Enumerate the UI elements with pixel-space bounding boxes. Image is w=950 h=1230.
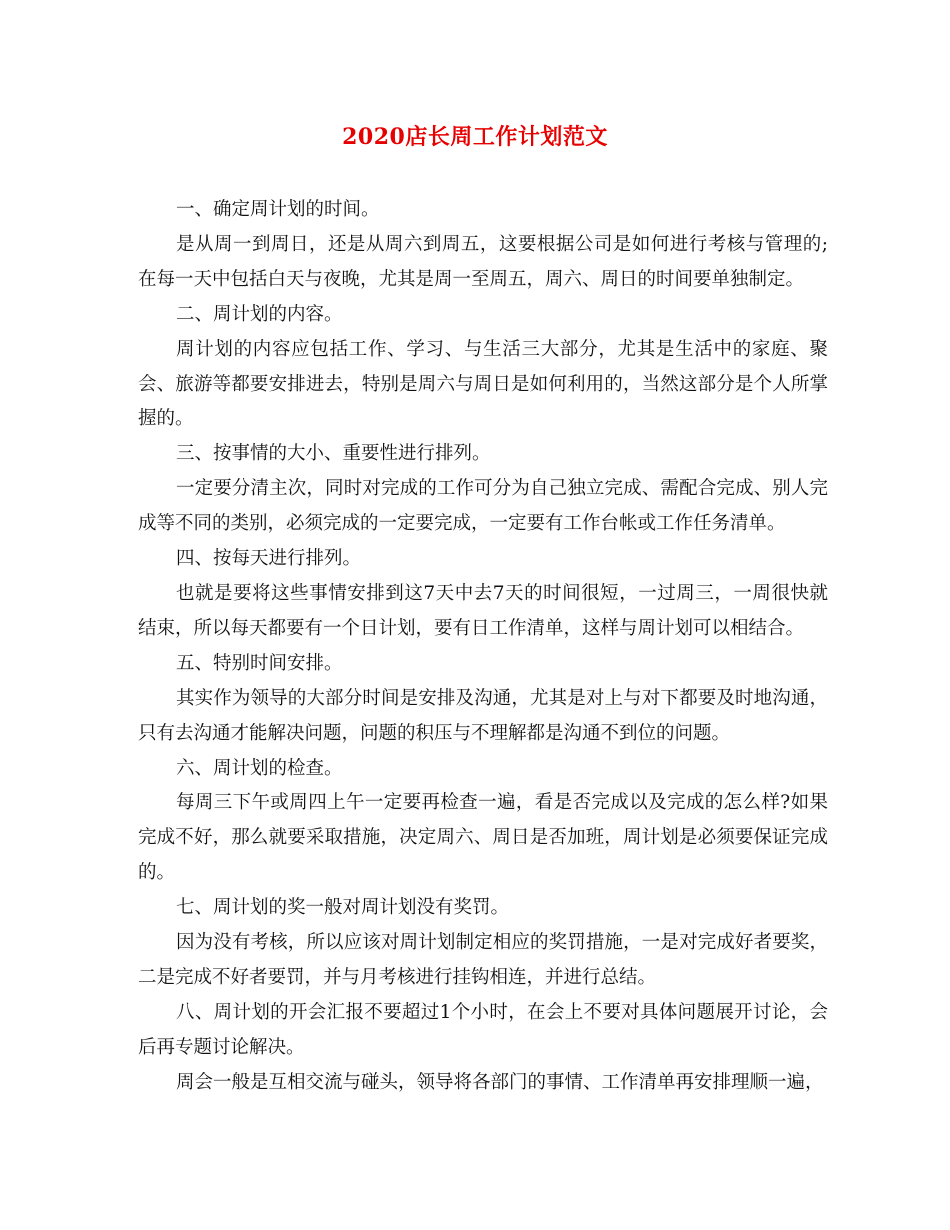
paragraph: 周会一般是互相交流与碰头，领导将各部门的事情、工作清单再安排理顺一遍， [176,1071,824,1093]
paragraph: 周计划的内容应包括工作、学习、与生活三大部分，尤其是生活中的家庭、聚会、旅游等都要安排进去，特别是周六与周日是如何利用的，当然这部分是个人所掌握的。 [138,338,828,430]
document-title: 2020店长周工作计划范文 [342,124,608,150]
section-heading-1: 一、确定周计划的时间。 [176,199,380,220]
paragraph: 其实作为领导的大部分时间是安排及沟通，尤其是对上与对下都要及时地沟通，只有去沟通才能解决问题，问题的积压与不理解都是沟通不到位的问题。 [138,687,828,744]
section-heading-3: 三、按事情的大小、重要性进行排列。 [176,443,491,465]
section-heading-6: 六、周计划的检查。 [176,757,343,779]
section-heading-7: 七、周计划的奖一般对周计划没有奖罚。 [176,897,510,919]
paragraph: 是从周一到周日，还是从周六到周五，这要根据公司是如何进行考核与管理的;在每一天中包括白天与夜晚，尤其是周一至周五，周六、周日的时间要单独制定。 [138,233,828,290]
paragraph: 因为没有考核，所以应该对周计划制定相应的奖罚措施，一是对完成好者要奖，二是完成不好者要罚，并与月考核进行挂钩相连，并进行总结。 [138,932,828,988]
section-heading-4: 四、按每天进行排列。 [176,548,362,570]
paragraph: 一定要分清主次，同时对完成的工作可分为自己独立完成、需配合完成、别人完成等不同的类别，必须完成的一定要完成，一定要有工作台帐或工作任务清单。 [138,478,828,535]
section-heading-5: 五、特别时间安排。 [176,652,343,674]
section-heading-8: 八、周计划的开会汇报不要超过1个小时，在会上不要对具体问题展开讨论，会后再专题讨论解决。 [138,1001,828,1058]
paragraph: 也就是要将这些事情安排到这7天中去7天的时间很短，一过周三，一周很快就结束，所以每天都要有一个日计划，要有日工作清单，这样与周计划可以相结合。 [138,582,828,639]
document-body [138,193,828,1101]
section-heading-2: 二、周计划的内容。 [176,303,343,325]
paragraph: 每周三下午或周四上午一定要再检查一遍，看是否完成以及完成的怎么样?如果完成不好，那么就要采取措施，决定周六、周日是否加班，周计划是必须要保证完成的。 [138,792,828,884]
